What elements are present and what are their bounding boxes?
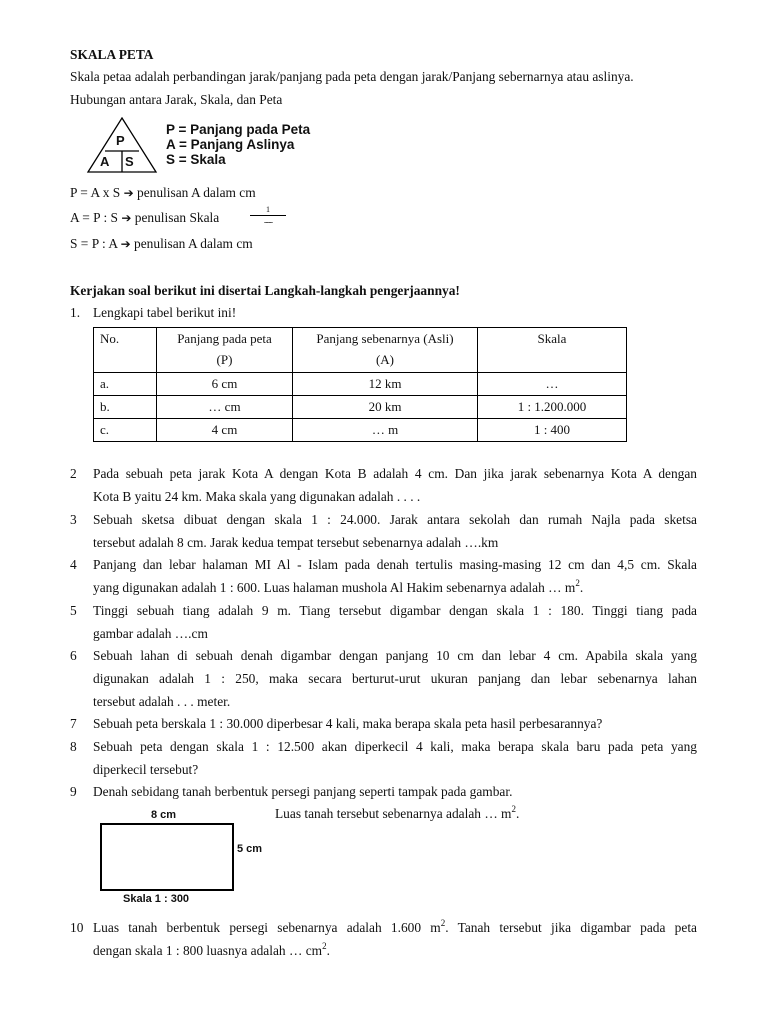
- table-cell: a.: [94, 373, 157, 396]
- table-cell: 20 km: [293, 396, 478, 419]
- table-cell: b.: [94, 396, 157, 419]
- table-cell: … cm: [157, 396, 293, 419]
- question-text-line: Panjang dan lebar halaman MI Al - Islam pada denah tertulis masing-masing 12 cm dan 4,5 cm. Skala: [93, 557, 697, 572]
- question-text-line: digunakan adalah 1 : 250, maka secara berturut-urut ukuran panjang dan lebar sebenarnya lahan: [93, 671, 697, 686]
- superscript: 2: [511, 804, 516, 814]
- question-number: 10: [70, 920, 84, 935]
- table-cell: 6 cm: [157, 373, 293, 396]
- figure-scale-label: Skala 1 : 300: [123, 893, 190, 905]
- fraction-numerator: 1: [266, 205, 270, 214]
- question-number: 6: [70, 648, 77, 663]
- land-rectangle: [100, 823, 234, 891]
- legend-s: S = Skala: [166, 152, 226, 167]
- right-arrow-icon: ➔: [123, 186, 134, 200]
- table-cell: … m: [293, 419, 478, 442]
- figure-width-label: 8 cm: [151, 809, 177, 821]
- formula-a-eq: A = P : S: [70, 210, 118, 225]
- fraction-denominator: ...........: [250, 215, 286, 226]
- intro-text: Skala petaa adalah perbandingan jarak/panjang pada peta dengan jarak/Panjang sebernarnya atau aslinya.: [70, 69, 634, 84]
- question-text-line: Pada sebuah peta jarak Kota A dengan Kota B adalah 4 cm. Dan jika jarak sebenarnya Kota A dengan: [93, 466, 697, 481]
- question-number: 2: [70, 466, 77, 481]
- formula-s: [70, 236, 253, 252]
- legend-a: A = Panjang Aslinya: [166, 137, 295, 152]
- question-text-line: Sebuah sketsa dibuat dengan skala 1 : 24.000. Jarak antara sekolah dan rumah Najla pada sketsa: [93, 512, 697, 527]
- question-text-line: Sebuah peta berskala 1 : 30.000 diperbesar 4 kali, maka berapa skala peta hasil perbesarannya?: [93, 716, 603, 731]
- table-cell: 1 : 400: [478, 419, 627, 442]
- question-number: 3: [70, 512, 77, 527]
- question-text-line: dengan skala 1 : 800 luasnya adalah … $cm^2$.: [93, 941, 330, 958]
- formula-s-note: penulisan A dalam cm: [134, 236, 253, 251]
- instruction-heading: Kerjakan soal berikut ini disertai Langkah-langkah pengerjaannya!: [70, 283, 460, 298]
- question-text-line: diperkecil tersebut?: [93, 762, 199, 777]
- table-header-row: [94, 328, 627, 373]
- question-text-line: Tinggi sebuah tiang adalah 9 m. Tiang tersebut digambar dengan skala 1 : 180. Tinggi tiang pada: [93, 603, 697, 618]
- table-cell: 4 cm: [157, 419, 293, 442]
- superscript: 2: [440, 918, 446, 928]
- formula-a: [70, 210, 219, 226]
- page-title: SKALA PETA: [70, 47, 154, 62]
- question-text-line: Kota B yaitu 24 km. Maka skala yang digunakan adalah . . . .: [93, 489, 421, 504]
- table-header-scale: Skala: [478, 328, 627, 373]
- question-text-line: Sebuah lahan di sebuah denah digambar dengan panjang 10 cm dan lebar 4 cm. Apabila skala yang: [93, 648, 697, 663]
- question-text-line: Luas tanah berbentuk persegi sebenarnya adalah 1.600 $m^2$. Tanah tersebut jika digambar pada peta: [93, 918, 697, 935]
- fraction: [250, 205, 286, 226]
- question-text-line: tersebut adalah 8 cm. Jarak kedua tempat tersebut sebenarnya adalah ….km: [93, 535, 499, 550]
- superscript: 2: [575, 578, 580, 588]
- question-number: 5: [70, 603, 77, 618]
- formula-a-note: penulisan Skala: [134, 210, 220, 225]
- question-text-line: Denah sebidang tanah berbentuk persegi panjang seperti tampak pada gambar.: [93, 784, 513, 799]
- question-text-line: yang digunakan adalah 1 : 600. Luas halaman mushola Al Hakim sebenarnya adalah … $m^2$.: [93, 578, 584, 595]
- question-number: 8: [70, 739, 77, 754]
- question-number: 9: [70, 784, 77, 799]
- triangle-label-p: P: [116, 133, 125, 148]
- triangle-label-s: S: [125, 154, 134, 169]
- superscript: 2: [322, 941, 327, 951]
- table-cell: 1 : 1.200.000: [478, 396, 627, 419]
- formula-p: [70, 185, 256, 201]
- table-cell: …: [478, 373, 627, 396]
- table-header-map-length: Panjang pada peta (P): [157, 328, 293, 373]
- question-text-line: gambar adalah ….cm: [93, 626, 208, 641]
- formula-p-note: penulisan A dalam cm: [137, 185, 256, 200]
- right-arrow-icon: ➔: [121, 211, 132, 225]
- question-number: 7: [70, 716, 77, 731]
- question-1-text: Lengkapi tabel berikut ini!: [93, 305, 237, 320]
- relation-text: Hubungan antara Jarak, Skala, dan Peta: [70, 92, 283, 107]
- table-row: [94, 396, 627, 419]
- question-1-number: 1.: [70, 305, 81, 320]
- right-arrow-icon: ➔: [120, 237, 131, 251]
- figure-height-label: 5 cm: [237, 843, 263, 855]
- question-number: 4: [70, 557, 77, 572]
- table-row: [94, 373, 627, 396]
- question-text-line: Sebuah peta dengan skala 1 : 12.500 akan diperkecil 4 kali, maka berapa skala baru pada peta yang: [93, 739, 697, 754]
- legend-p: P = Panjang pada Peta: [166, 122, 311, 137]
- table-cell: c.: [94, 419, 157, 442]
- table-row: [94, 419, 627, 442]
- table-header-no: No.: [94, 328, 157, 373]
- table-header-actual-length: Panjang sebenarnya (Asli) (A): [293, 328, 478, 373]
- scale-table: [93, 327, 627, 442]
- question-text-line: tersebut adalah . . . meter.: [93, 694, 231, 709]
- formula-s-eq: S = P : A: [70, 236, 118, 251]
- table-cell: 12 km: [293, 373, 478, 396]
- triangle-label-a: A: [100, 154, 110, 169]
- question-9-followup: Luas tanah tersebut sebenarnya adalah … $m^2$.: [275, 804, 520, 821]
- formula-p-eq: P = A x S: [70, 185, 121, 200]
